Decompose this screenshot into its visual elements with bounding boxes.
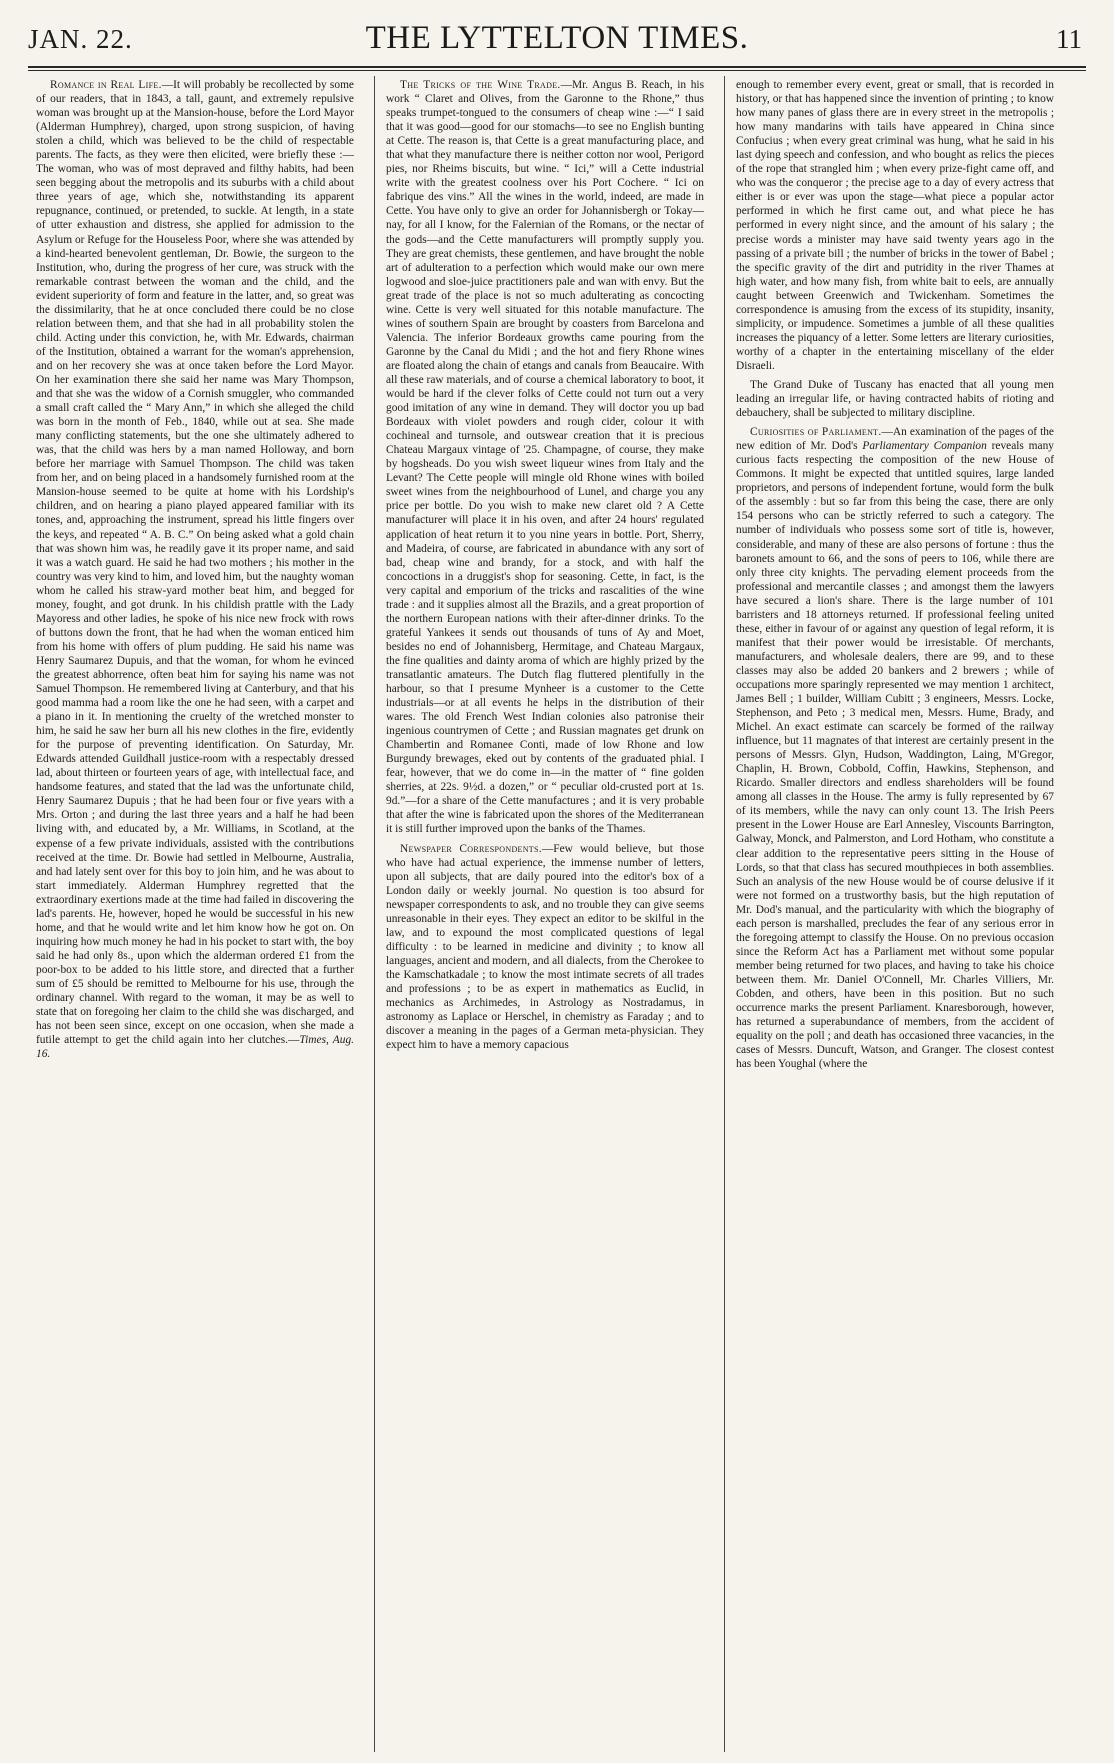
- article-source: Times, Aug. 16.: [36, 1034, 354, 1061]
- article-heading: The Tricks of the Wine Trade.: [400, 79, 561, 91]
- newspaper-title: THE LYTTELTON TIMES.: [365, 20, 749, 56]
- page-number: 11: [1056, 24, 1082, 54]
- article-body: —It will probably be recollected by some of our readers, that in 1843, a tall, gaunt, and extremely repulsive woman was brought up at the Mansion-house, before the Lord Mayor (Alderman Humphrey), charged, upon strong suspicion, of having stolen a child, which was believed to be the child of respectable parents. The facts, as they were then elicited, were briefly these :—The woman, who was of most depraved and filthy habits, had been seen begging about the metropolis and its suburbs with a child about three years of age, which she, notwithstanding its apparent repugnance, continued, or pretended, to suckle. At length, in a state of utter exhaustion and distress, she applied for admission to the Asylum or Refuge for the Houseless Poor, where she was attended by a kind-hearted benevolent gentleman, Dr. Bowie, the surgeon to the Institution, who, during the progress of her cure, was struck with the remarkable contrast between the woman and the child, and the evident superiority of form and feature in the latter, and, so great was the dissimilarity, that he at once concluded there could be no close relation between them, and that she had in all probability stolen the child. Acting under this conviction, he, with Mr. Edwards, chairman of the Institution, obtained a warrant for the woman's apprehension, and on her recovery she was at once taken before the Lord Mayor. On her examination there she said her name was Mary Thompson, and that she was the widow of a Cornish smuggler, who commanded a small craft called the “ Mary Ann,” in which she alleged the child was born in the month of Feb., 1840, while out at sea. She made many conflicting statements, but the one she ultimately adhered to was, that the child was hers by a man named Holloway, and born before her marriage with Samuel Thompson. The child was taken from her, and on being placed in a handsomely furnished room at the Mansion-house seemed to be quite at home with his Lordship's children, and on hearing a piano played appeared familiar with its tones, and, approaching the instrument, spread his little fingers over the keys, and repeated “ A. B. C.” On being asked what a gold chain that was shown him was, he readily gave it its proper name, and said it was a watch guard. He said he had two mothers ; his mother in the country was very kind to him, and loved him, but the naughty woman whom he called his straw-yard mother beat him, and begged for money, fought, and got drunk. In his childish prattle with the Lady Mayoress and other ladies, he spoke of his nice new frock with rows of buttons down the front, that he had when the woman enticed him from his home with offers of plum pudding. He said his name was Henry Saumarez Dupuis, and that the woman, for whom he evinced the greatest abhorrence, often beat him for saying his name was not Samuel Thompson. He remembered living at Canterbury, and that his good mamma had a room like the one he had seen, with a carpet and a piano in it. In mentioning the cruelty of the wretched monster to him, he said he saw her burn all his new clothes in the fire, evidently for the purpose of preventing identification. On Saturday, Mr. Edwards attended Guildhall justice-room with a respectably dressed lad, about thirteen or fourteen years of age, with intellectual face, and handsome features, and stated that the lad was the unfortunate child, Henry Saumarez Dupuis ; that he had been four or five years with a Mrs. Orton ; and during the last three years and a half he had been living with, and educated by, a Mr. Williams, in Scotland, at the expense of a few private individuals, assisted with the contributions received at the time. Dr. Bowie had settled in Melbourne, Australia, and had lately sent over for this boy to join him, and he was about to start immediately. Alderman Humphrey regretted that the extraordinary exertions made at the time had failed in discovering the lad's parents. He, however, hoped he would be successful in his new home, and that he would write and let him know how he got on. On inquiring how much money he had in his pocket to start with, the boy said he had only 8s., upon which the alderman ordered £1 from the poor-box to be added to his little store, and directed that a further sum of £5 should be remitted to Melbourne for his use, through the ordinary channel. With regard to the woman, it may be as well to state that on foregoing her claim to the child she was discharged, and has not been seen since, except on one occasion, when she made a futile attempt to get the child again into her clutches.—: [36, 79, 354, 1047]
- column-2: [386, 78, 704, 1750]
- article-body: reveals many curious facts respecting the composition of the new House of Commons. It might be expected that untitled squires, large landed proprietors, and persons of independent fortune, would form the bulk of the assembly : but so far from this being the case, there are only 154 persons who can be strictly referred to such a category. The number of individuals who possess some sort of title is, however, considerable, and many of these are also persons of fortune : thus the baronets amount to 66, and the sons of peers to 106, while there are only three city knights. The pervading element proceeds from the professional and mercantile classes ; and amongst them the lawyers have secured a lion's share. There is the large number of 101 barristers and 18 attorneys returned. If professional feeling united these, either in favour of or against any question of legal reform, it is manifest that their power would be irresistable. Of merchants, manufacturers, and wholesale dealers, there are 99, and to these classes may also be added 20 bankers and 2 brewers ; while of occupations more sparingly represented we may mention 1 architect, James Bell ; 1 builder, William Cubitt ; 3 engineers, Messrs. Locke, Stephenson, and Peto ; 3 medical men, Messrs. Hume, Brady, and Michel. An exact estimate can scarcely be formed of the railway influence, but 11 magnates of that interest are certainly present in the persons of Messrs. Glyn, Hudson, Waddington, Laing, M'Gregor, Chaplin, H. Brown, Cobbold, Coffin, Hawkins, Stephenson, and Ricardo. Smaller directors and endless shareholders will be found among all classes in the House. The army is fully represented by 67 of its members, while the navy can only count 13. The Irish Peers present in the Lower House are Earl Annesley, Viscounts Barrington, Galway, Monck, and Palmerston, and Lord Hotham, who constitute a clear addition to the representative peers sitting in the House of Lords, so that that class has secured mouthpieces in both assemblies. Such an analysis of the new House would be of course delusive if it were not formed on a trustworthy basis, but the high reputation of Mr. Dod's manual, and the particularity with which the biography of each person is marshalled, precludes the fear of any serious error in the foregoing attempt to classify the House. On no previous occasion since the Reform Act has a Parliament met without some popular member being returned for two places, and having to take his choice between them. Mr. Daniel O'Connell, Mr. Charles Villiers, Mr. Cobden, and others, have been in this position. But no such occurrence marks the present Parliament. Knaresborough, however, has returned a superabundance of members, from the accident of equality on the poll ; and death has occasioned three vacancies, in the cases of Messrs. Duncuft, Watson, and Granger. The closest contest has been Youghal (where the: [736, 440, 1054, 1071]
- article-body: —An examination of the pages of the new edition of Mr. Dod's: [736, 426, 1054, 453]
- column-3: [736, 78, 1054, 1750]
- article-parliament: [736, 425, 1054, 1071]
- column-1: [36, 78, 354, 1750]
- article-body: —Few would believe, but those who have had actual experience, the immense number of letters, upon all subjects, that are daily poured into the editor's box of a London daily or weekly journal. No question is too absurd for newspaper correspondents to ask, and no trouble they can give seems unreasonable in their eyes. They expect an editor to be skilful in the law, and to expound the most complicated questions of legal difficulty : to be learned in medicine and divinity ; to know all languages, ancient and modern, and all dialects, from the Cherokee to the Kamschatkadale ; to know the most intimate secrets of all trades and professions ; to be as expert in mathematics as Euclid, in mechanics as Archimedes, in Astrology as Nostradamus, in astronomy as Laplace or Herschel, in chemistry as Faraday ; and to discover a meaning in the pages of a German meta-physician. They expect him to have a memory capacious: [386, 842, 704, 1052]
- column-divider-2: [724, 76, 725, 1752]
- masthead-rule-thin: [28, 70, 1086, 71]
- column-divider-1: [374, 76, 375, 1752]
- article-newspaper: [386, 842, 704, 1053]
- masthead-rule: [28, 66, 1086, 68]
- issue-date: JAN. 22.: [28, 24, 133, 54]
- article-newspaper-continued: enough to remember every event, great or small, that is recorded in history, or that has happened since the invention of printing ; to know how many panes of glass there are in every street in the metropolis ; how many mandarins with tails have appeared in China since Confucius ; when every great criminal was hung, what he said in his last dying speech and confession, and who bought as relics the pieces of the rope that strangled him ; when every prize-fight came off, and who was the conqueror ; the precise age to a day of every actress that either is or ever was upon the stage—what piece a popular actor performed in which he first came out, and what piece he has performed in every night since, and the amount of his salary ; the precise words a minister may have said twenty years ago in the passing of a private bill ; the number of bricks in the tower of Babel ; the specific gravity of the dirt and putridity in the river Thames at high water, and how many fish, from white bait to eels, are annually caught between Greenwich and Twickenham. Sometimes the correspondence is amusing from the excess of its stupidity, insanity, simplicity, or impudence. Sometimes a jumble of all these qualities increases the piquancy of a letter. Some letters are literary curiosities, worthy of a chapter in the entertaining miscellany of the elder Disraeli.: [736, 79, 1054, 372]
- book-title: Parliamentary Companion: [862, 440, 987, 453]
- article-tuscany: The Grand Duke of Tuscany has enacted that all young men leading an irregular life, or having contracted habits of rioting and debauchery, shall be subjected to military discipline.: [736, 378, 1054, 420]
- masthead: [28, 10, 1086, 62]
- article-romance: [36, 78, 354, 1061]
- article-wine: [386, 78, 704, 837]
- article-heading: Curiosities of Parliament.: [750, 426, 882, 439]
- article-body: —Mr. Angus B. Reach, in his work “ Claret and Olives, from the Garonne to the Rhone,” thus speaks trumpet-tongued to the consumers of cheap wine :—“ I said that it was good—good for our stomachs—to see no English bunting at Cette. The reason is, that Cette is a great manufacturing place, and that what they manufacture there is neither cotton nor wool, Perigord pies, nor Rheims biscuits, but wine. “ Ici,” will a Cette industrial write with the greatest coolness over his Port Cochere. “ Ici on fabrique des vins.” All the wines in the world, indeed, are made in Cette. You have only to give an order for Johannisbergh or Tokay—nay, for all I know, for the Falernian of the Romans, or the nectar of the gods—and the Cette manufacturers will promptly supply you. They are great chemists, these gentlemen, and have brought the noble art of adulteration to a perfection which would make our own mere logwood and sloe-juice practitioners pale and wan with envy. But the great trade of the place is not so much adulterating as concocting wine. Cette is very well situated for this notable manufacture. The wines of southern Spain are brought by coasters from Barcelona and Valencia. The inferior Bordeaux growths came pouring from the Garonne by the Canal du Midi ; and the hot and fiery Rhone wines are floated along the chain of etangs and canals from Beaucaire. With all these raw materials, and of course a chemical laboratory to boot, it would be hard if the clever folks of Cette could not turn out a very good imitation of any wine in demand. They will doctor you up bad Bordeaux with violet powders and rough cider, colour it with cochineal and turnsole, and outswear creation that it is precious Chateau Margaux vintage of '25. Champagne, of course, they make by hogsheads. Do you wish sweet liqueur wines from Italy and the Levant? The Cette people will mingle old Rhone wines with boiled sweet wines from the neighbourhood of Lunel, and charge you any price per bottle. Do you wish to make new claret old ? A Cette manufacturer will place it in his oven, and after 24 hours' regulated application of heat return it to you nine years in bottle. Port, Sherry, and Madeira, of course, are fabricated in abundance with any sort of bad, cheap wine and brandy, for a stock, and with half the concoctions in a druggist's shop for seasoning. Cette, in fact, is the very capital and emporium of the tricks and rascalities of the wine trade : and it supplies almost all the Brazils, and a great proportion of the northern European nations with their after-dinner drinks. To the grateful Yankees it sends out thousands of tuns of Ay and Moet, besides no end of Johannisberg, Hermitage, and Chateau Margaux, the fine qualities and dainty aroma of which are highly prized by the transatlantic amateurs. The Dutch flag fluttered plentifully in the harbour, so that I presume Mynheer is a customer to the Cette industrials—or at all events he helps in the distribution of their wares. The old French West Indian colonies also patronise their ingenious countrymen of Cette ; and Russian magnates get drunk on Chambertin and Romanee Conti, made of low Rhone and low Burgundy brewages, eked out by contents of the graduated phial. I fear, however, that we do come in—in the matter of “ fine golden sherries, at 22s. 9½d. a dozen,” or “ peculiar old-crusted port at 1s. 9d.”—for a share of the Cette manufactures ; and it is very probable that after the wine is fabricated upon the shores of the Mediterranean it is still further improved upon the banks of the Thames.: [386, 79, 704, 836]
- article-heading: Newspaper Correspondents.: [400, 842, 542, 855]
- article-heading: Romance in Real Life.: [50, 79, 162, 91]
